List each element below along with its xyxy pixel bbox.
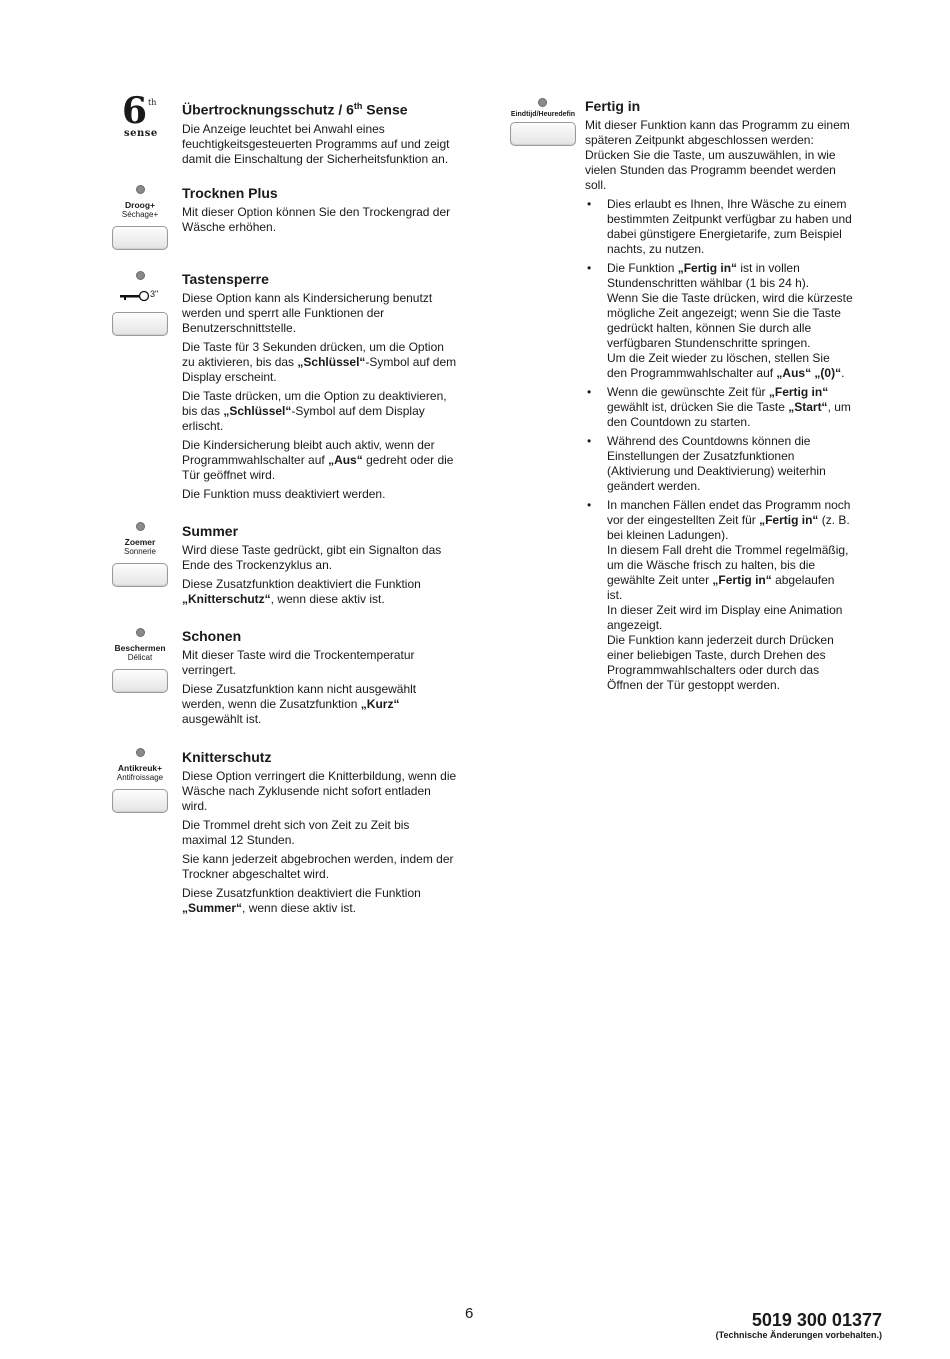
list-item: • In manchen Fällen endet das Programm noch vor der eingestellten Zeit für „Fertig in“ (z. B. bei kleinen Ladungen). In diesem Fall dreht die Trommel regelmäßig, um die Wäsche frisch zu halten, bis die gewählte Zeit unter „Fertig in“ abgelaufen ist. In dieser Zeit wird im Display eine Animation angezeigt. Die Funktion kann jederzeit durch Drücken einer beliebigen Taste, durch Drehen des Programmwahlschalters oder durch das Öffnen der Tür gestoppt werden. xyxy=(585,498,853,693)
section-title: Knitterschutz xyxy=(182,749,272,765)
paragraph: Wird diese Taste gedrückt, gibt ein Signalton das Ende des Trockenzyklus an. xyxy=(182,543,442,572)
paragraph: Diese Option kann als Kindersicherung benutzt werden und sperrt alle Funktionen der Benutzerschnittstelle. xyxy=(182,291,433,335)
summer-button[interactable] xyxy=(112,563,168,587)
led-indicator xyxy=(136,628,145,637)
led-indicator xyxy=(538,98,547,107)
list-item: • Die Funktion „Fertig in“ ist in vollen Stundenschritten wählbar (1 bis 24 h). Wenn Sie die Taste drücken, wird die kürzeste mögliche Zeit angezeigt; wenn Sie die Taste gedrückt halten, können Sie durch alle verfügbaren Stundenschritte springen. Um die Zeit wieder zu löschen, stellen Sie den Programmwahlschalter auf „Aus“ „(0)“. xyxy=(585,261,853,381)
eindtijd-label: Eindtijd/Heuredefin xyxy=(510,111,576,118)
section-title: Trocknen Plus xyxy=(182,185,278,201)
six-sense-icon xyxy=(118,90,164,142)
paragraph: Sie kann jederzeit abgebrochen werden, indem der Trockner abgeschaltet wird. xyxy=(182,852,454,881)
document-note: (Technische Änderungen vorbehalten.) xyxy=(715,1330,882,1340)
paragraph: Diese Zusatzfunktion kann nicht ausgewählt werden, wenn die Zusatzfunktion „Kurz“ ausgewählt ist. xyxy=(182,682,417,726)
knitterschutz-button[interactable] xyxy=(112,789,168,813)
list-item: • Während des Countdowns können die Einstellungen der Zusatzfunktionen (Aktivierung und Deaktivierung) weiterhin geändert werden. xyxy=(585,434,853,494)
paragraph: Diese Zusatzfunktion deaktiviert die Funktion „Summer“, wenn diese aktiv ist. xyxy=(182,886,421,915)
bullet-list xyxy=(585,197,853,693)
list-item: • Wenn die gewünschte Zeit für „Fertig in“ gewählt ist, drücken Sie die Taste „Start“, um den Countdown zu starten. xyxy=(585,385,853,430)
section-title: Tastensperre xyxy=(182,271,269,287)
paragraph: Mit dieser Funktion kann das Programm zu einem späteren Zeitpunkt abgeschlossen werden: Drücken Sie die Taste, um auszuwählen, in wie vielen Stunden das Programm beendet werden soll. xyxy=(585,118,850,192)
led-indicator xyxy=(136,271,145,280)
section-title: Summer xyxy=(182,523,239,539)
six-sense-digit: 6 xyxy=(122,90,148,132)
paragraph: Die Trommel dreht sich von Zeit zu Zeit bis maximal 12 Stunden. xyxy=(182,818,410,847)
paragraph: Mit dieser Option können Sie den Trockengrad der Wäsche erhöhen. xyxy=(182,205,451,234)
list-item: • Dies erlaubt es Ihnen, Ihre Wäsche zu einem bestimmten Zeitpunkt verfügbar zu haben und dabei günstigere Energietarife, zum Beispiel nachts, zu nutzen. xyxy=(585,197,853,257)
trocknen-plus-button[interactable] xyxy=(112,226,168,250)
six-sense-word: sense xyxy=(124,128,158,139)
key-icon-label: 3" xyxy=(150,289,159,299)
paragraph: Die Kindersicherung bleibt auch aktiv, wenn der Programmwahlschalter auf „Aus“ gedreht oder die Tür geöffnet wird. xyxy=(182,438,454,482)
droog-label: Droog+ Séchage+ xyxy=(121,200,159,219)
tastensperre-button[interactable] xyxy=(112,312,168,336)
antikreuk-label: Antikreuk+ Antifroissage xyxy=(116,763,164,782)
document-code-block xyxy=(716,1310,882,1340)
paragraph: Die Taste drücken, um die Option zu deaktivieren, bis das „Schlüssel“-Symbol auf dem Display erlischt. xyxy=(182,389,447,433)
paragraph: Die Taste für 3 Sekunden drücken, um die Option zu aktivieren, bis das „Schlüssel“-Symbol auf dem Display erscheint. xyxy=(182,340,457,384)
section-title: Schonen xyxy=(182,628,242,644)
zoemer-label: Zoemer Sonnerie xyxy=(123,537,157,556)
paragraph: Die Funktion muss deaktiviert werden. xyxy=(182,487,386,501)
section-title: Fertig in xyxy=(585,98,641,114)
schonen-button[interactable] xyxy=(112,669,168,693)
led-indicator xyxy=(136,522,145,531)
led-indicator xyxy=(136,185,145,194)
document-code: 5019 300 01377 xyxy=(751,1310,882,1330)
paragraph: Diese Option verringert die Knitterbildung, wenn die Wäsche nach Zyklusende nicht sofort entladen wird. xyxy=(182,769,457,813)
section-title: Übertrocknungsschutz / 6th Sense xyxy=(182,101,408,118)
beschermen-label: Beschermen Délicat xyxy=(114,643,166,662)
paragraph: Diese Zusatzfunktion deaktiviert die Funktion „Knitterschutz“, wenn diese aktiv ist. xyxy=(182,577,421,606)
fertig-in-button[interactable] xyxy=(510,122,576,146)
led-indicator xyxy=(136,748,145,757)
paragraph: Mit dieser Taste wird die Trockentemperatur verringert. xyxy=(182,648,415,677)
six-sense-sup: th xyxy=(148,98,157,107)
page-number: 6 xyxy=(465,1305,474,1322)
paragraph: Die Anzeige leuchtet bei Anwahl eines feuchtigkeitsgesteuerten Programms auf und zeigt damit die Einschaltung der Sicherheitsfunktion an. xyxy=(182,121,450,166)
key-icon xyxy=(120,289,166,301)
